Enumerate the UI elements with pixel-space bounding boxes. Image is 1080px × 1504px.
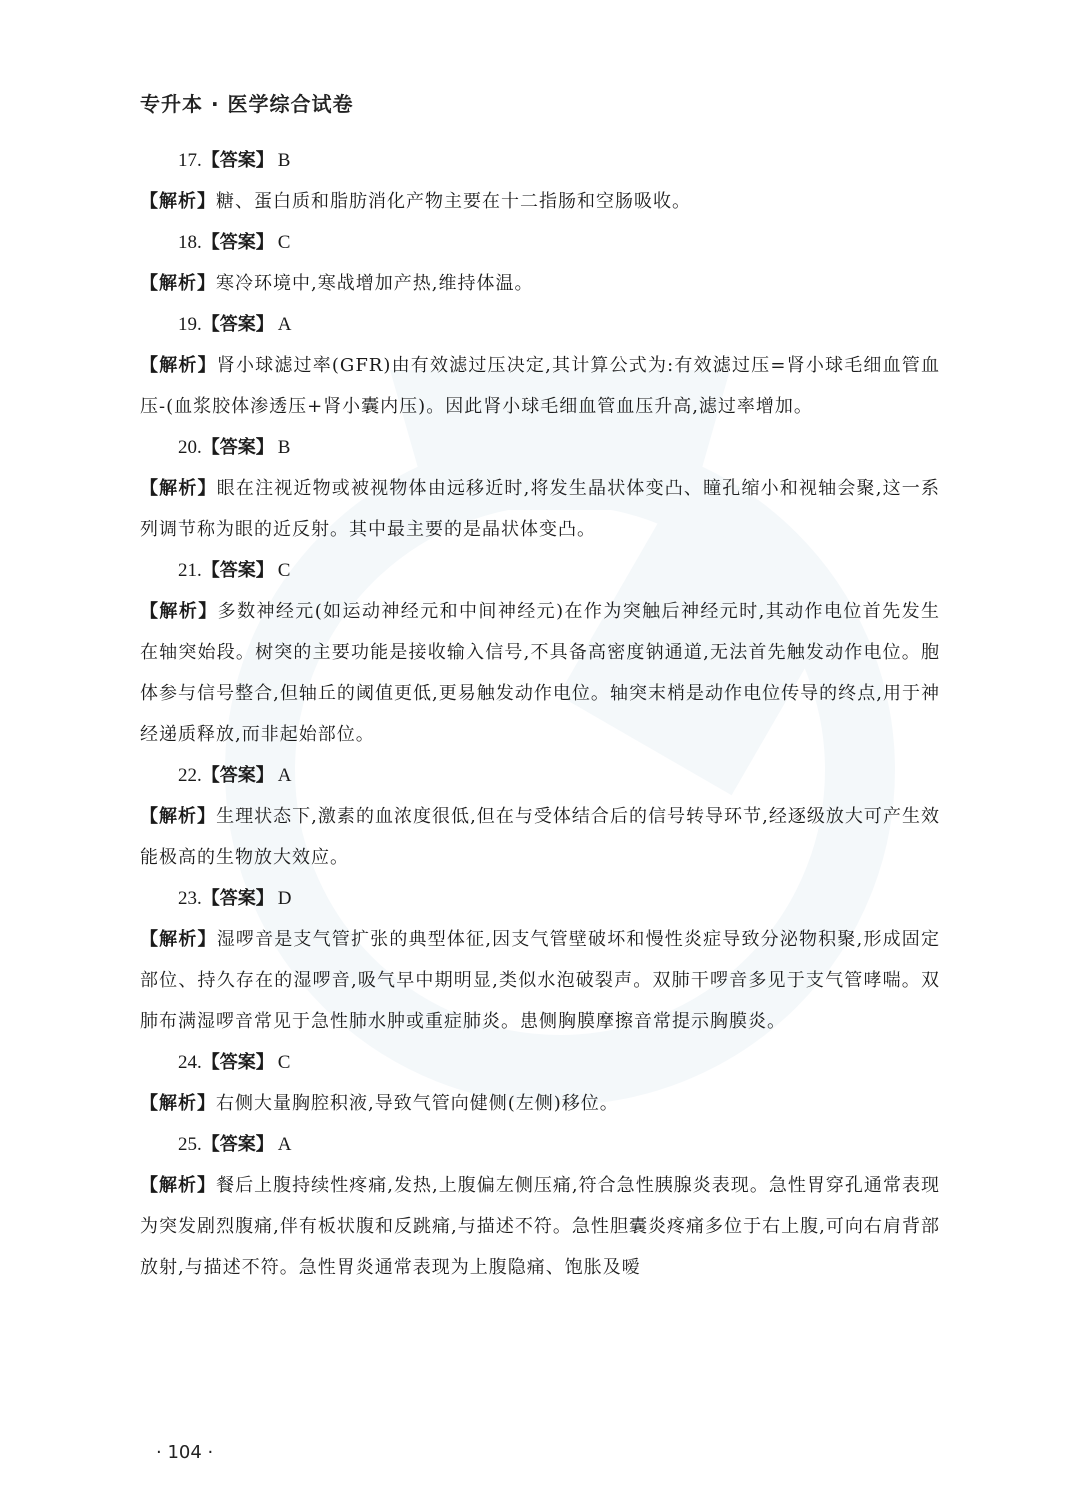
answer-line [140,427,940,468]
answer-label: 【答案】 [201,560,274,581]
explanation-text: 多数神经元(如运动神经元和中间神经元)在作为突触后神经元时,其动作电位首先发生在轴突始段。树突的主要功能是接收输入信号,不具备高密度钠通道,无法首先触发动作电位。胞体参与信号整合,但轴丘的阈值更低,更易触发动作电位。轴突末梢是动作电位传导的终点,用于神经递质释放,而非起始部位。 [140,601,941,745]
answer-choice: A [277,1134,292,1155]
answer-label: 【答案】 [201,1052,274,1073]
explanation-label: 【解析】 [140,929,217,950]
answer-line [140,1124,940,1165]
explanation-paragraph [140,591,940,755]
explanation-paragraph [140,468,940,550]
explanation-text: 右侧大量胸腔积液,导致气管向健侧(左侧)移位。 [216,1093,619,1114]
explanation-paragraph [140,1083,940,1124]
explanation-paragraph [140,181,940,222]
explanation-label: 【解析】 [140,1093,216,1114]
answer-choice: C [277,232,291,253]
question-number: 19. [178,314,202,335]
explanation-text: 眼在注视近物或被视物体由远移近时,将发生晶状体变凸、瞳孔缩小和视轴会聚,这一系列调节称为眼的近反射。其中最主要的是晶状体变凸。 [140,478,940,540]
explanation-label: 【解析】 [140,806,217,827]
question-number: 22. [178,765,202,786]
page-header-title: 专升本 · 医学综合试卷 [140,92,354,116]
question-number: 20. [178,437,202,458]
explanation-text: 餐后上腹持续性疼痛,发热,上腹偏左侧压痛,符合急性胰腺炎表现。急性胃穿孔通常表现为突发剧烈腹痛,伴有板状腹和反跳痛,与描述不符。急性胆囊炎疼痛多位于右上腹,可向右肩背部放射,与描述不符。急性胃炎通常表现为上腹隐痛、饱胀及嗳 [140,1175,940,1278]
explanation-paragraph [140,345,940,427]
explanation-label: 【解析】 [140,191,216,212]
explanation-label: 【解析】 [140,478,217,499]
answer-line [140,878,940,919]
answer-line [140,550,940,591]
explanation-text: 寒冷环境中,寒战增加产热,维持体温。 [216,273,534,294]
answer-choice: C [277,1052,291,1073]
explanation-label: 【解析】 [140,1175,217,1196]
explanation-paragraph [140,919,940,1042]
question-number: 25. [178,1134,202,1155]
question-number: 21. [178,560,202,581]
explanation-text: 生理状态下,激素的血浓度很低,但在与受体结合后的信号转导环节,经逐级放大可产生效能极高的生物放大效应。 [140,806,940,868]
explanation-label: 【解析】 [140,273,216,294]
answer-label: 【答案】 [201,150,274,171]
answer-label: 【答案】 [201,888,274,909]
explanation-paragraph [140,796,940,878]
answer-label: 【答案】 [201,765,274,786]
question-number: 23. [178,888,202,909]
answer-choice: D [277,888,292,909]
explanation-paragraph [140,1165,940,1288]
explanation-text: 湿啰音是支气管扩张的典型体征,因支气管壁破坏和慢性炎症导致分泌物积聚,形成固定部位、持久存在的湿啰音,吸气早中期明显,类似水泡破裂声。双肺干啰音多见于支气管哮喘。双肺布满湿啰音常见于急性肺水肿或重症肺炎。患侧胸膜摩擦音常提示胸膜炎。 [140,929,940,1032]
answer-list [140,140,940,1288]
question-number: 24. [178,1052,202,1073]
answer-label: 【答案】 [201,314,274,335]
answer-label: 【答案】 [201,232,274,253]
explanation-paragraph [140,263,940,304]
answer-line [140,755,940,796]
answer-label: 【答案】 [201,1134,274,1155]
answer-line [140,1042,940,1083]
explanation-label: 【解析】 [140,601,218,622]
answer-line [140,140,940,181]
answer-choice: B [277,150,291,171]
explanation-text: 肾小球滤过率(GFR)由有效滤过压决定,其计算公式为:有效滤过压=肾小球毛细血管血压-(血浆胶体渗透压+肾小囊内压)。因此肾小球毛细血管血压升高,滤过率增加。 [140,355,940,417]
page-number: · 104 · [156,1442,214,1463]
answer-line [140,304,940,345]
answer-choice: B [277,437,291,458]
answer-line [140,222,940,263]
answer-choice: C [277,560,291,581]
answer-label: 【答案】 [201,437,274,458]
question-number: 17. [178,150,202,171]
answer-choice: A [277,765,292,786]
question-number: 18. [178,232,202,253]
answer-choice: A [277,314,292,335]
explanation-text: 糖、蛋白质和脂肪消化产物主要在十二指肠和空肠吸收。 [216,191,691,212]
explanation-label: 【解析】 [140,355,217,376]
